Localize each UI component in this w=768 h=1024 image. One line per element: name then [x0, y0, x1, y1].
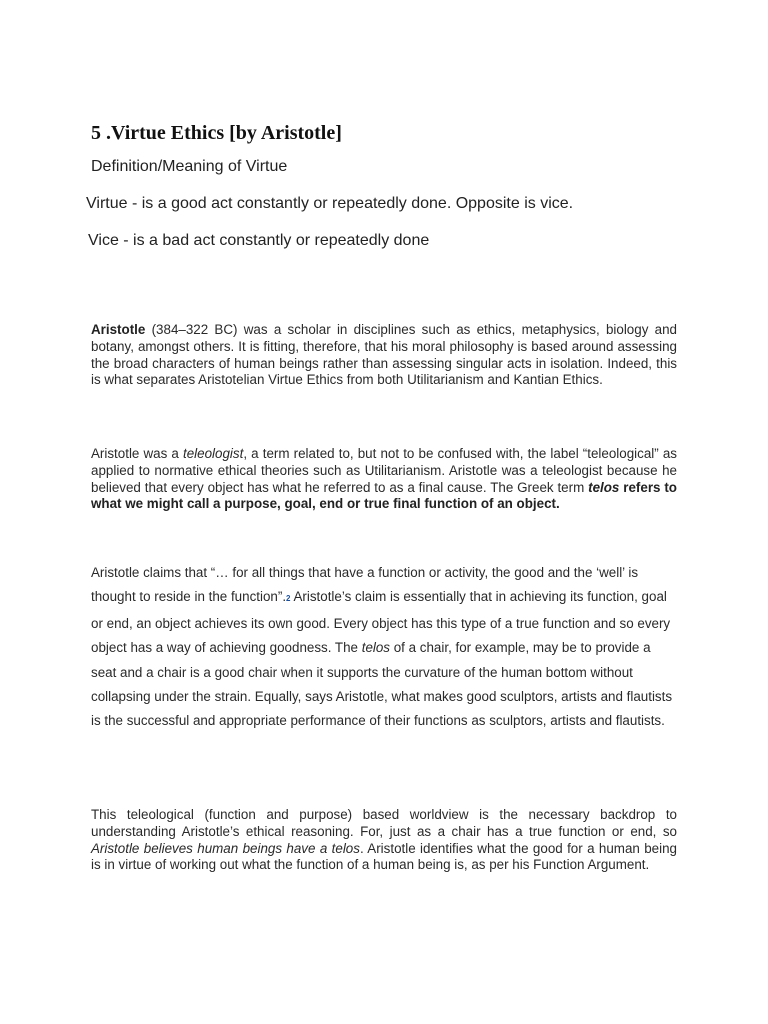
telos-italic: telos	[361, 640, 391, 656]
paragraph2-part1: Aristotle was a	[91, 446, 184, 461]
section-subtitle: Definition/Meaning of Virtue	[91, 158, 288, 175]
paragraph3-part3: of a chair, for example, may be to provide a seat and a chair is a good chair when it supports the curvature of the human bottom without collapsing under the strain. Equally, says Aristotle, what makes good sculptors, artists and flautists is the successful and appropriate performance of their functions as sculptors, artists and flautists.	[91, 640, 673, 729]
virtue-definition: Virtue - is a good act constantly or repeatedly done. Opposite is vice.	[86, 195, 574, 212]
telos-definition-bold: refers to what we might call a purpose, goal, end or true final function of an object.	[91, 479, 677, 512]
paragraph-teleologist	[91, 446, 677, 513]
human-telos-italic: Aristotle believes human beings have a telos	[91, 840, 360, 856]
paragraph2-part2: , a term related to, but not to be confused with, the label “teleological” as applied to normative ethical theories such as Utilitarianism. Aristotle was a teleologist because he believed that every object has what he referred to as a final cause. The Greek term	[91, 446, 677, 495]
vice-definition: Vice - is a bad act constantly or repeatedly done	[88, 232, 430, 249]
paragraph3-part1: Aristotle claims that “… for all things that have a function or activity, the good and the ‘well’ is thought to reside in the function”.	[91, 565, 639, 605]
paragraph-aristotle-intro	[91, 322, 677, 389]
aristotle-bold: Aristotle	[91, 322, 146, 337]
paragraph-function-claim	[91, 561, 677, 734]
paragraph4-part2: . Aristotle identifies what the good for a human being is in virtue of working out what the function of a human being is, as per his Function Argument.	[91, 840, 677, 873]
paragraph1-text: (384–322 BC) was a scholar in disciplines such as ethics, metaphysics, biology and botany, amongst others. It is fitting, therefore, that his moral philosophy is based around assessing the broad characters of human beings rather than assessing singular acts in isolation. Indeed, this is what separates Aristotelian Virtue Ethics from both Utilitarianism and Kantian Ethics.	[91, 322, 677, 388]
teleologist-italic: teleologist	[183, 446, 244, 461]
paragraph-worldview	[91, 807, 677, 874]
paragraph3-part2: Aristotle’s claim is essentially that in achieving its function, goal or end, an object achieves its own good. Every object has this type of a true function and so every object has a way of achieving goodness. The	[91, 589, 671, 656]
telos-bold-italic: telos	[588, 479, 620, 495]
document-title: 5 .Virtue Ethics [by Aristotle]	[91, 122, 342, 144]
footnote-link[interactable]: 2	[286, 594, 291, 604]
paragraph4-part1: This teleological (function and purpose) based worldview is the necessary backdrop to understanding Aristotle’s ethical reasoning. For, just as a chair has a true function or end, so	[91, 807, 677, 839]
